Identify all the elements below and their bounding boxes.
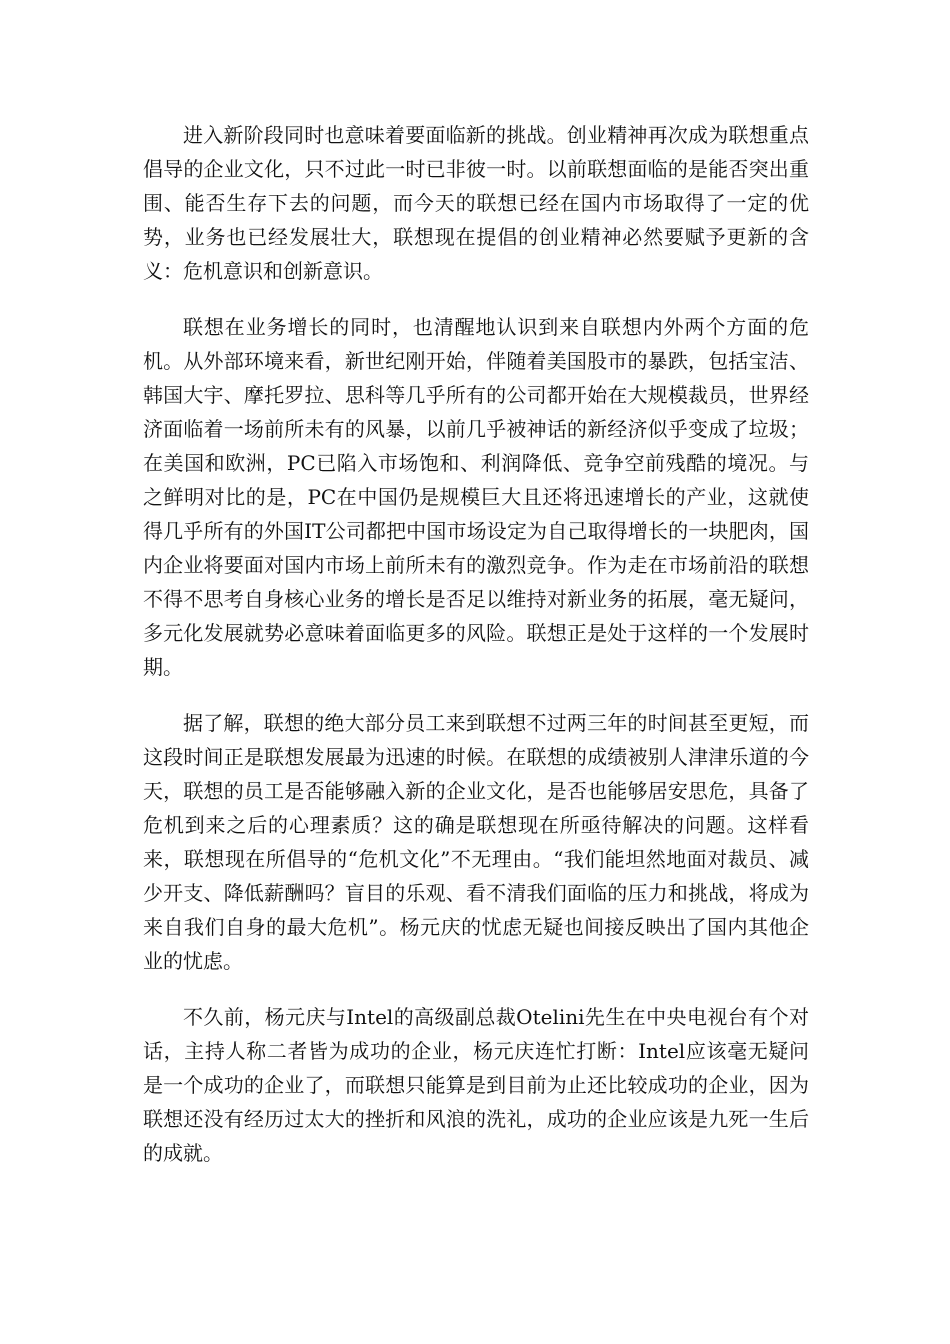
- paragraph-3: 据了解，联想的绝大部分员工来到联想不过两三年的时间甚至更短，而这段时间正是联想发展最为迅速的时候。在联想的成绩被别人津津乐道的今天，联想的员工是否能够融入新的企业文化，是否也能够居安思危，具备了危机到来之后的心理素质？这的确是联想现在所亟待解决的问题。这样看来，联想现在所倡导的“危机文化”不无理由。“我们能坦然地面对裁员、减少开支、降低薪酬吗？盲目的乐观、看不清我们面临的压力和挑战，将成为来自我们自身的最大危机”。杨元庆的忧虑无疑也间接反映出了国内其他企业的忧虑。: [143, 711, 809, 973]
- paragraph-1: 进入新阶段同时也意味着要面临新的挑战。创业精神再次成为联想重点倡导的企业文化，只不过此一时已非彼一时。以前联想面临的是能否突出重围、能否生存下去的问题，而今天的联想已经在国内市场取得了一定的优势，业务也已经发展壮大，联想现在提倡的创业精神必然要赋予更新的含义：危机意识和创新意识。: [143, 123, 809, 283]
- document-body: [143, 118, 809, 1192]
- paragraph-2: 联想在业务增长的同时，也清醒地认识到来自联想内外两个方面的危机。从外部环境来看，新世纪刚开始，伴随着美国股市的暴跌，包括宝洁、韩国大宇、摩托罗拉、思科等几乎所有的公司都开始在大规模裁员，世界经济面临着一场前所未有的风暴，以前几乎被神话的新经济似乎变成了垃圾；在美国和欧洲，PC已陷入市场饱和、利润降低、竞争空前残酷的境况。与之鲜明对比的是，PC在中国仍是规模巨大且还将迅速增长的产业，这就使得几乎所有的外国IT公司都把中国市场设定为自己取得增长的一块肥肉，国内企业将要面对国内市场上前所未有的激烈竞争。作为走在市场前沿的联想不得不思考自身核心业务的增长是否足以维持对新业务的拓展，毫无疑问，多元化发展就势必意味着面临更多的风险。联想正是处于这样的一个发展时期。: [143, 315, 809, 679]
- paragraph-4: 不久前，杨元庆与Intel的高级副总裁Otelini先生在中央电视台有个对话，主持人称二者皆为成功的企业，杨元庆连忙打断：Intel应该毫无疑问是一个成功的企业了，而联想只能算是到目前为止还比较成功的企业，因为联想还没有经历过太大的挫折和风浪的洗礼，成功的企业应该是九死一生后的成就。: [143, 1005, 809, 1165]
